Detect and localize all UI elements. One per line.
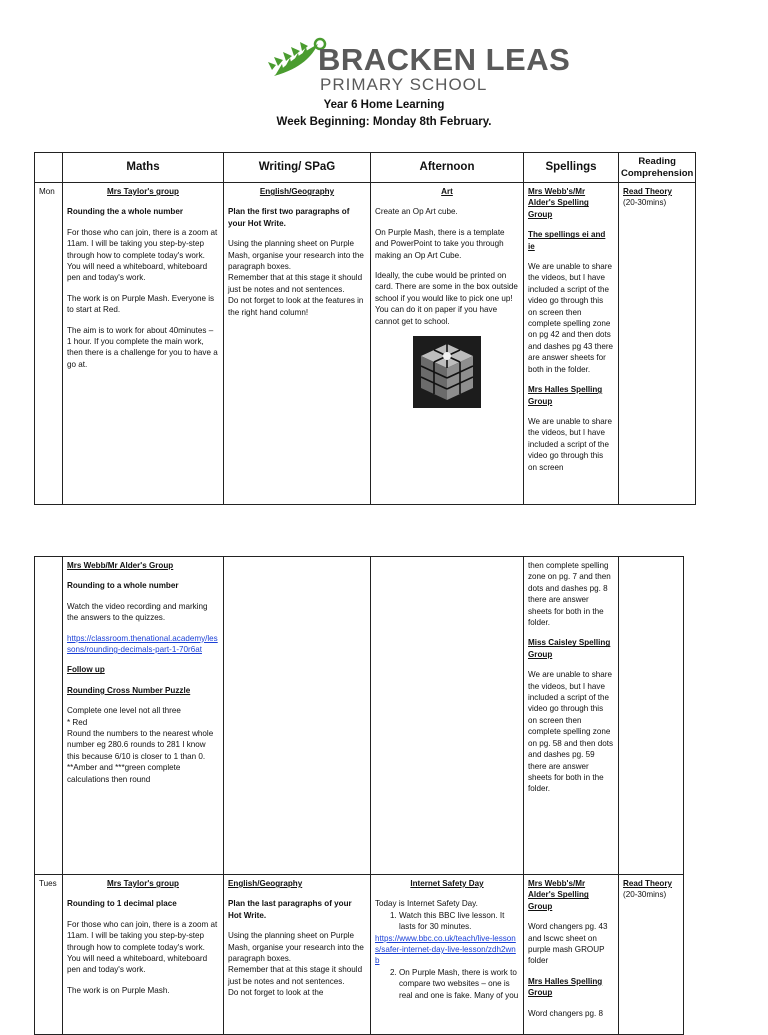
afternoon-cell xyxy=(371,183,524,505)
afternoon-list xyxy=(393,910,519,933)
writing-cell xyxy=(224,557,371,875)
spelling-topic: The spellings ei and ie xyxy=(528,230,606,251)
afternoon-cell xyxy=(371,875,524,1035)
spellings-header: Spellings xyxy=(524,153,619,183)
spellings-cell xyxy=(524,183,619,505)
afternoon-text: Create an Op Art cube. xyxy=(375,207,458,217)
spelling-group: Mrs Halles Spelling Group xyxy=(528,385,603,406)
bbc-live-lesson-link[interactable]: https://www.bbc.co.uk/teach/live-lessons/safer-internet-day-live-lesson/zdh2wnb xyxy=(375,933,516,966)
school-name: BRACKEN LEAS xyxy=(318,42,571,77)
reading-title: Read Theory xyxy=(623,187,673,196)
spelling-text: We are unable to share the videos, but I have included a script of the video go through this on screen xyxy=(528,416,612,472)
page-title: Year 6 Home Learning xyxy=(323,99,445,111)
writing-text: Remember that at this stage it should just be notes and not sentences. xyxy=(228,965,363,986)
monday-row xyxy=(35,183,696,505)
maths-text: The work is on Purple Mash. Everyone is to start at Red. xyxy=(67,293,215,315)
maths-text: You will need a whiteboard, whiteboard pen and today's work. xyxy=(67,262,208,283)
writing-task: Plan the last paragraphs of your Hot Write. xyxy=(228,899,352,920)
maths-text: The aim is to work for about 40minutes – 1 hour. If you complete the main work, then there is a challenge for you to have a go at. xyxy=(67,325,218,369)
maths-text: * Red xyxy=(67,717,88,727)
maths-header: Maths xyxy=(63,153,224,183)
afternoon-text: Today is Internet Safety Day. xyxy=(375,899,478,909)
day-cell xyxy=(35,557,63,875)
spelling-group: Mrs Halles Spelling Group xyxy=(528,976,603,998)
maths-group: Mrs Webb/Mr Alder's Group xyxy=(67,561,174,570)
monday-continued-row xyxy=(35,557,684,875)
school-subtitle: PRIMARY SCHOOL xyxy=(320,75,488,94)
writing-subject: English/Geography xyxy=(228,879,303,888)
week-heading: Week Beginning: Monday 8th February. xyxy=(276,116,492,128)
afternoon-subject: Art xyxy=(441,187,453,196)
follow-up-heading: Follow up xyxy=(67,665,105,675)
maths-text: Watch the video recording and marking the answers to the quizzes. xyxy=(67,601,208,623)
maths-topic: Rounding to 1 decimal place xyxy=(67,899,177,909)
maths-topic: Rounding to a whole number xyxy=(67,581,179,591)
spelling-group: Mrs Webb's/Mr Alder's Spelling Group xyxy=(528,879,589,911)
timetable-part-2 xyxy=(34,556,684,875)
afternoon-list xyxy=(393,967,519,1001)
reading-cell xyxy=(619,557,684,875)
reading-cell xyxy=(619,183,696,505)
reading-header: Reading Comprehension xyxy=(619,153,696,183)
maths-text: For those who can join, there is a zoom at 11am. I will be taking you step-by-step through how to complete today's work. xyxy=(67,919,218,952)
afternoon-text: On Purple Mash, there is a template and PowerPoint to take you through making an Op Art Cube. xyxy=(375,227,505,260)
maths-cell xyxy=(63,557,224,875)
writing-cell xyxy=(224,183,371,505)
spelling-text: Word changers pg. 8 xyxy=(528,1008,603,1018)
day-cell: Mon xyxy=(35,183,63,505)
maths-cell xyxy=(63,875,224,1035)
maths-text: The work is on Purple Mash. xyxy=(67,985,170,995)
list-item: 2. On Purple Mash, there is work to compare two websites – one is real and one is fake. Many of you xyxy=(399,967,519,1001)
day-cell: Tues xyxy=(35,875,63,1035)
writing-text: Using the planning sheet on Purple Mash, organise your research into the paragraph boxes. xyxy=(228,931,364,964)
spelling-group: Mrs Webb's/Mr Alder's Spelling Group xyxy=(528,187,589,219)
maths-topic: Rounding the a whole number xyxy=(67,207,184,217)
maths-cell xyxy=(63,183,224,505)
maths-text: You will need a whiteboard, whiteboard pen and today's work. xyxy=(67,954,208,975)
afternoon-cell xyxy=(371,557,524,875)
writing-subject: English/Geography xyxy=(259,187,335,196)
afternoon-header: Afternoon xyxy=(371,153,524,183)
day-header xyxy=(35,153,63,183)
writing-text: Do not forget to look at the features in the right hand column! xyxy=(228,296,364,317)
afternoon-text: Ideally, the cube would be printed on card. There are some in the box outside school if you would like to pick one up! You can do it on paper if you have cannot get to school. xyxy=(375,271,518,326)
spellings-cell xyxy=(524,875,619,1035)
timetable-part-1 xyxy=(34,152,696,505)
reading-title: Read Theory xyxy=(623,879,673,888)
spelling-text: We are unable to share the videos, but I have included a script of the video go through this on screen then complete spelling zone on pg. 58 and then dots and dashes pg. 59 there are answer sheets for both in the folder. xyxy=(528,670,614,794)
maths-group: Mrs Taylor's group xyxy=(107,879,179,888)
maths-text: Complete one level not all three xyxy=(67,706,181,716)
spelling-text: We are unable to share the videos, but I have included a script of the video go through this on screen then complete spelling zone on pg 42 and then dots and dashes pg 43 there are answer sheets for both in the folder. xyxy=(528,262,614,374)
reading-cell xyxy=(619,875,684,1035)
spelling-text: Word changers pg. 43 and lscwc sheet on purple mash GROUP folder xyxy=(528,922,608,966)
reading-time: (20-30mins) xyxy=(623,890,667,900)
writing-header: Writing/ SPaG xyxy=(224,153,371,183)
spelling-group: Miss Caisley Spelling Group xyxy=(528,638,611,659)
maths-group: Mrs Taylor's group xyxy=(107,187,179,196)
writing-text: Do not forget to look at the xyxy=(228,988,324,998)
maths-text: Round the numbers to the nearest whole number eg 280.6 rounds to 281 I know this because 6/10 is closer to 1 than 0. xyxy=(67,729,214,761)
maths-text: For those who can join, there is a zoom at 11am. I will be taking you step-by-step through how to complete today's work. xyxy=(67,227,218,260)
writing-task: Plan the first two paragraphs of your Hot Write. xyxy=(228,207,350,228)
fern-leaf-icon xyxy=(268,39,325,76)
maths-text: **Amber and ***green complete calculations then round xyxy=(67,763,181,784)
spelling-text: then complete spelling zone on pg. 7 and then dots and dashes pg. 8 there are answer sheets for both in the folder. xyxy=(528,561,611,628)
list-item: 1. Watch this BBC live lesson. It lasts for 30 minutes. xyxy=(399,910,519,933)
writing-text: Using the planning sheet on Purple Mash, organise your research into the paragraph boxes. xyxy=(228,239,364,272)
afternoon-subject: Internet Safety Day xyxy=(410,879,484,888)
op-art-cube-image xyxy=(413,336,481,408)
tuesday-row xyxy=(35,875,684,1035)
puzzle-heading: Rounding Cross Number Puzzle xyxy=(67,685,191,695)
timetable-part-3 xyxy=(34,874,684,1035)
header-row xyxy=(35,153,696,183)
writing-cell xyxy=(224,875,371,1035)
video-link[interactable]: https://classroom.thenational.academy/lessons/rounding-decimals-part-1-70r6at xyxy=(67,633,218,655)
writing-text: Remember that at this stage it should just be notes and not sentences. xyxy=(228,273,363,294)
spellings-cell xyxy=(524,557,619,875)
reading-time: (20-30mins) xyxy=(623,198,667,208)
